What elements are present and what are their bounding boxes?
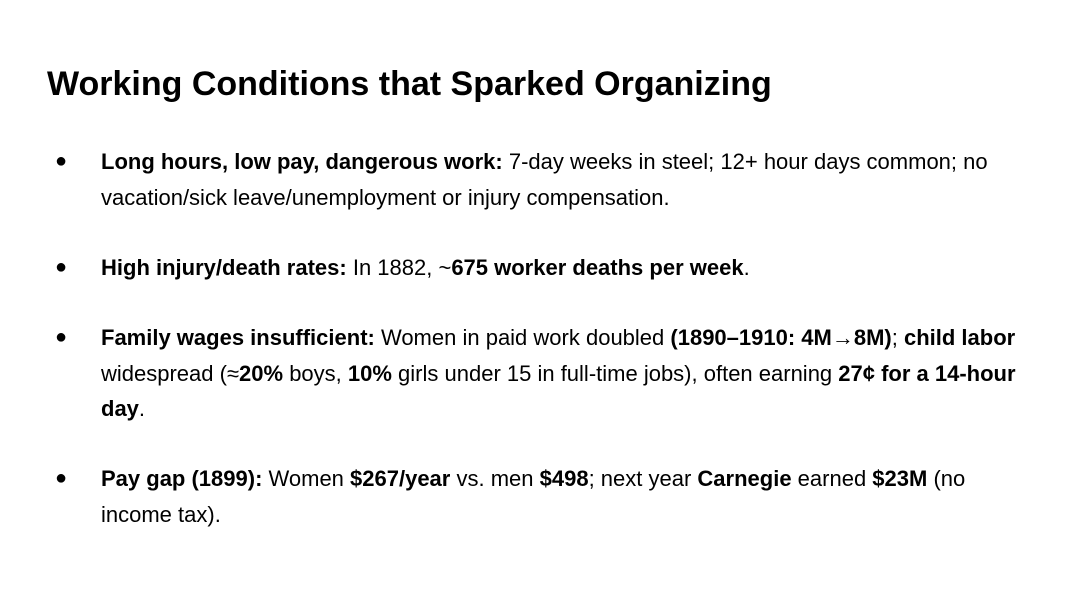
text-run: earned bbox=[791, 466, 873, 491]
text-run: In 1882, ~ bbox=[346, 255, 452, 280]
text-run: boys, bbox=[283, 360, 348, 386]
bullet-text bbox=[101, 144, 1041, 215]
text-run-bold: $498 bbox=[539, 466, 589, 491]
text-run-bold: Carnegie bbox=[697, 466, 792, 491]
bullet-text bbox=[101, 250, 1041, 286]
text-run-bold: (1890–1910: 4M→8M) bbox=[670, 325, 892, 350]
text-run-bold: $23M bbox=[872, 466, 928, 491]
bullet-lead-label: Pay gap (1899): bbox=[101, 466, 263, 491]
text-run: (no income tax). bbox=[101, 466, 966, 527]
slide-title: Working Conditions that Sparked Organizing bbox=[47, 65, 772, 103]
text-run: 7-day weeks in steel; 12+ hour days common; no vacation/sick leave/unemployment or injury compensation. bbox=[101, 149, 988, 210]
bullet-lead-label: Family wages insufficient: bbox=[101, 325, 375, 350]
text-run: . bbox=[743, 255, 750, 280]
text-run: Women in paid work doubled bbox=[374, 325, 671, 350]
text-run: widespread (≈ bbox=[101, 360, 240, 386]
text-run: ; next year bbox=[588, 466, 698, 491]
text-run-bold: $267/year bbox=[350, 466, 451, 491]
bullet-lead-label: Long hours, low pay, dangerous work: bbox=[101, 149, 503, 174]
text-run: . bbox=[138, 396, 146, 421]
text-run: vs. men bbox=[450, 466, 540, 491]
text-run-bold: child labor bbox=[903, 325, 1016, 350]
text-run: Women bbox=[262, 466, 351, 491]
bullet-dot-icon: ● bbox=[55, 256, 68, 278]
text-run-bold: 10% bbox=[347, 360, 392, 386]
bullet-dot-icon: ● bbox=[55, 326, 68, 348]
text-run-bold: 20% bbox=[239, 360, 284, 386]
bullet-text bbox=[101, 461, 1041, 532]
text-run: girls under 15 in full-time jobs), often earning bbox=[391, 360, 839, 386]
text-run-bold: 675 worker deaths per week bbox=[451, 255, 744, 280]
bullet-text bbox=[101, 320, 1041, 427]
bullet-lead-label: High injury/death rates: bbox=[101, 255, 347, 280]
bullet-dot-icon: ● bbox=[55, 150, 68, 172]
text-run-bold: 27¢ for a 14-hour day bbox=[101, 360, 1016, 421]
text-run: ; bbox=[891, 325, 904, 350]
bullet-dot-icon: ● bbox=[55, 467, 68, 489]
